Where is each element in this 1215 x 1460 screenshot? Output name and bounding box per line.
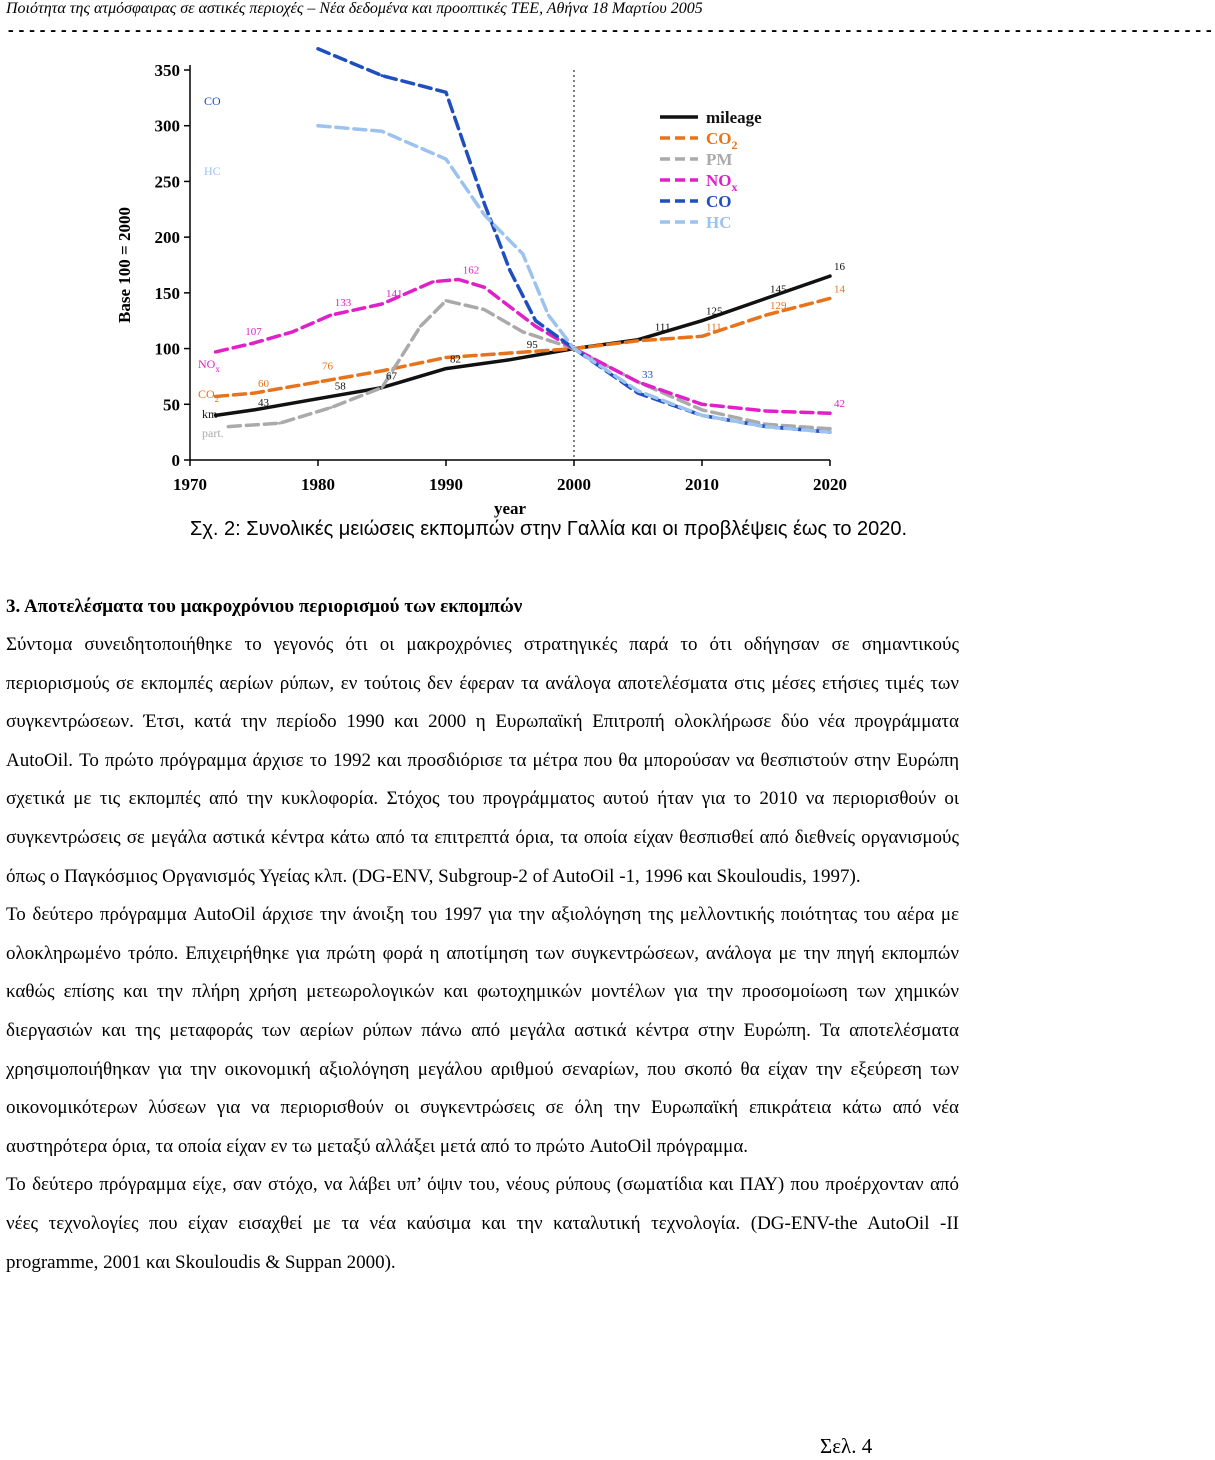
data-point-co2	[701, 335, 704, 338]
data-point-co2	[637, 339, 640, 342]
y-tick-label: 0	[171, 451, 180, 470]
data-point-mileage	[317, 397, 320, 400]
series-annotation: HC	[204, 164, 221, 178]
y-tick-label: 100	[154, 339, 180, 359]
x-tick-label: 1990	[429, 475, 463, 494]
data-point-mileage	[253, 408, 256, 411]
x-tick-label: 2000	[557, 475, 591, 494]
data-point-pm	[278, 422, 281, 425]
data-point-co2	[253, 392, 256, 395]
page-number: Σελ. 4	[820, 1434, 873, 1458]
data-point-pm	[829, 427, 832, 430]
data-label: 111	[706, 321, 722, 334]
x-tick-label: 1980	[301, 475, 335, 494]
data-point-co	[445, 91, 448, 94]
data-point-nox	[483, 286, 486, 289]
data-label: 95	[526, 339, 538, 352]
data-point-mileage	[509, 358, 512, 361]
data-label: 16	[834, 261, 845, 274]
data-point-pm	[381, 386, 384, 389]
data-point-co2	[765, 314, 768, 317]
y-tick-label: 50	[163, 395, 180, 415]
data-point-nox	[432, 280, 435, 283]
y-tick-label: 150	[154, 283, 180, 303]
series-annotation: part.	[202, 426, 224, 440]
data-point-nox	[765, 409, 768, 412]
data-point-nox	[253, 342, 256, 345]
data-point-hc	[765, 425, 768, 428]
section-title: 3. Αποτελέσματα του μακροχρόνιου περιορισμού των εκπομπών	[6, 596, 523, 617]
data-point-hc	[829, 431, 832, 434]
data-point-hc	[317, 124, 320, 127]
data-label: 14	[834, 283, 845, 296]
data-point-hc	[573, 347, 576, 350]
data-label: 107	[245, 325, 262, 338]
figure-caption: Σχ. 2: Συνολικές μειώσεις εκπομπών στην Γαλλία και οι προβλέψεις έως το 2020.	[190, 518, 908, 540]
paragraph-3: Το δεύτερο πρόγραμμα είχε, σαν στόχο, να λάβει υπ’ όψιν του, νέους ρύπους (σωματίδια και ΠΑΥ) που προέρχονταν από νέες τεχνολογίες που είχαν εισαχθεί με τα νέα καύσιμα και την καταλυτική τεχνολογία. (DG-ENV-the AutoOil -II programme, 2001 και Skouloudis & Suppan 2000).	[6, 1174, 959, 1273]
data-point-hc	[701, 414, 704, 417]
data-label: 43	[258, 397, 269, 410]
data-label: 33	[642, 369, 653, 382]
data-point-nox	[381, 303, 384, 306]
data-label: 58	[334, 380, 346, 393]
x-tick-label: 1970	[173, 475, 207, 494]
data-point-hc	[521, 252, 524, 255]
data-point-nox	[291, 330, 294, 333]
series-annotation: km	[202, 407, 218, 421]
data-label: 162	[462, 264, 480, 277]
data-point-nox	[329, 314, 332, 317]
data-label: 125	[706, 305, 723, 318]
series-annotation: $NO_x$	[198, 357, 220, 374]
body-text	[6, 626, 959, 1282]
data-label: 82	[450, 353, 461, 366]
series-line-co2	[216, 298, 830, 396]
data-label: 111	[654, 321, 671, 334]
data-point-nox	[457, 278, 460, 281]
series-annotation: $CO_2$	[198, 387, 220, 404]
data-point-nox	[534, 325, 537, 328]
data-point-nox	[701, 403, 704, 406]
series-annotation: CO	[204, 94, 221, 108]
data-point-pm	[521, 330, 524, 333]
paragraph-1: Σύντομα συνειδητοποιήθηκε το γεγονός ότι οι μακροχρόνιες στρατηγικές παρά το ότι οδήγησαν σε σημαντικούς περιορισμούς σε εκπομπές αερίων ρύπων, εν τούτοις δεν έφεραν τα ανάλογα αποτελέσματα στις μέσες ετήσιες τιμές των συγκεντρώσεων. Έτσι, κατά την περίοδο 1990 και 2000 η Ευρωπαϊκή Επιτροπή ολοκλήρωσε δύο νέα προγράμματα AutoOil. Το πρώτο πρόγραμμα άρχισε το 1992 και προσδιόρισε τα μέτρα που θα μπορούσαν να θεσπιστούν στην Ευρώπη σχετικά με τις εκπομπές από την κυκλοφορία. Στόχος του προγράμματος αυτού ήταν για το 2010 να περιορισθούν οι συγκεντρώσεις σε μεγάλα αστικά κέντρα κάτω από τα επιτρεπτά όρια, τα οποία είχαν θεσπισθεί από διεθνείς οργανισμούς όπως ο Παγκόσμιος Οργανισμός Υγείας κλπ. (DG-ENV, Subgroup-2 of AutoOil -1, 1996 και Skouloudis, 1997).	[6, 634, 959, 887]
data-point-nox	[829, 412, 832, 415]
legend-label-nox: $NO_x$	[706, 171, 738, 194]
data-point-co2	[317, 381, 320, 384]
data-label: 67	[386, 370, 397, 383]
x-tick-label: 2020	[813, 475, 847, 494]
data-point-pm	[483, 308, 486, 311]
running-header: Ποιότητα της ατμόσφαιρας σε αστικές περιοχές – Νέα δεδομένα και προοπτικές ΤΕΕ, Αθήνα 18 Μαρτίου 2005	[6, 0, 703, 17]
data-point-co	[534, 319, 537, 322]
y-tick-label: 350	[154, 61, 180, 80]
data-point-co	[317, 47, 320, 50]
data-point-pm	[419, 325, 422, 328]
x-tick-label: 2010	[685, 475, 719, 494]
y-axis-label: Base 100 = 2000	[115, 207, 134, 323]
data-label: 60	[258, 378, 269, 391]
y-tick-label: 300	[154, 116, 180, 136]
data-point-mileage	[445, 367, 448, 370]
data-point-co2	[509, 352, 512, 355]
data-label: 129	[770, 300, 787, 313]
paragraph-2: Το δεύτερο πρόγραμμα AutoOil άρχισε την άνοιξη του 1997 για την αξιολόγηση της μελλοντικής ποιότητας του αέρα με ολοκληρωμένο τρόπο. Επιχειρήθηκε για πρώτη φορά η αποτίμηση των συγκεντρώσεων, ανάλογα με την πηγή εκπομπών καθώς επίσης και την πλήρη χρήση μετεωρολογικών και φωτοχημικών μοντέλων για την προσομοίωση των χημικών διεργασιών και της μεταφοράς των αερίων ρύπων πάνω από μεγάλα αστικά κέντρα στην Ευρώπη. Τα αποτελέσματα χρησιμοποιήθηκαν για την οικονομική αξιολόγηση μεγάλου αριθμού σεναρίων, που σκοπό θα είχαν την εξεύρεση των οικονομικότερων λύσεων για να περιορισθούν οι συγκεντρώσεις σε όλη την Ευρωπαϊκή επικράτεια κάτω από νέα αυστηρότερα όρια, τα οποία είχαν εν τω μεταξύ αλλάξει μετά από το πρώτο AutoOil πρόγραμμα.	[6, 904, 959, 1157]
data-label: 141	[386, 287, 403, 300]
data-point-nox	[637, 381, 640, 384]
data-label: 76	[322, 360, 333, 373]
x-axis-label: year	[493, 499, 527, 518]
series-line-nox	[216, 280, 830, 414]
data-point-pm	[329, 406, 332, 409]
legend-label-co: CO	[706, 192, 732, 211]
data-label: 133	[334, 296, 352, 309]
data-point-hc	[637, 389, 640, 392]
data-point-nox	[214, 350, 217, 353]
data-point-co2	[445, 356, 448, 359]
legend-label-mileage: mileage	[706, 108, 762, 127]
data-point-mileage	[829, 275, 832, 278]
data-point-mileage	[765, 297, 768, 300]
data-point-hc	[547, 314, 550, 317]
data-point-co2	[829, 297, 832, 300]
data-point-co	[509, 269, 512, 272]
data-point-hc	[445, 158, 448, 161]
data-point-pm	[227, 425, 230, 428]
legend-label-pm: PM	[706, 150, 733, 169]
data-point-co2	[381, 369, 384, 372]
data-point-hc	[483, 213, 486, 216]
y-tick-label: 250	[154, 172, 180, 192]
data-point-hc	[381, 130, 384, 133]
data-point-co	[483, 202, 486, 205]
emissions-chart	[100, 50, 860, 518]
header-rule: ------------------------------------------------------------------------------------------------------------------	[6, 22, 1215, 40]
data-label: 42	[834, 398, 845, 411]
y-tick-label: 200	[154, 228, 180, 248]
legend-label-co2: $CO_2$	[706, 129, 738, 152]
data-point-mileage	[701, 319, 704, 322]
data-point-pm	[701, 408, 704, 411]
data-point-co	[381, 74, 384, 77]
data-label: 145	[770, 283, 787, 296]
legend-label-hc: HC	[706, 213, 732, 232]
data-point-pm	[445, 299, 448, 302]
